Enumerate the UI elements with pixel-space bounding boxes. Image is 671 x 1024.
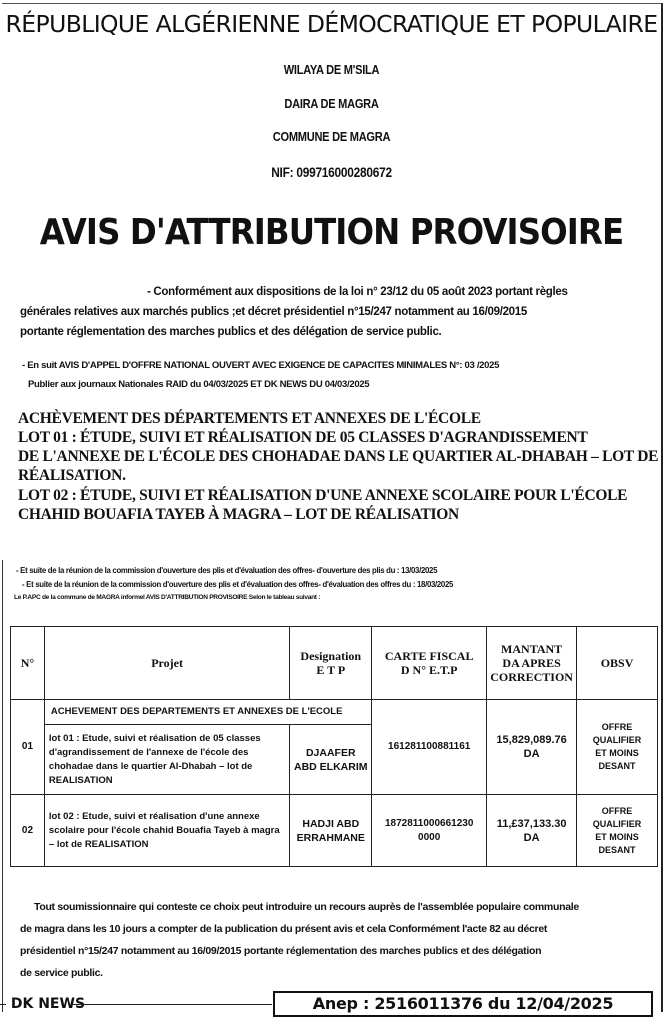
row-montant: 15,829,089.76 DA [487,700,577,795]
notice-title: AVIS D'ATTRIBUTION PROVISOIRE [39,212,624,253]
projects-line-6: CHAHID BOUAFIA TAYEB À MAGRA – LOT DE RÉALISATION [18,506,459,523]
recours-line-3: présidentiel n°15/247 notamment au 16/09/2015 portante réglementation des marches publics et des délégation [20,945,542,957]
projects-line-5: LOT 02 : ÉTUDE, SUIVI ET RÉALISATION D'UNE ANNEXE SCOLAIRE POUR L'ÉCOLE [18,487,628,504]
suite-line-3: Le P.APC de la commune de MAGRA informel AVIS D'ATTRIBUTION PROVISOIRE Selon le tableau suivant : [14,594,321,601]
suite-line-1: - Et suite de la réunion de la commission d'ouverture des plis et d'évaluation des offres- d'ouverture des plis du : 13/03/2025 [16,566,438,575]
row-designation: DJAAFER ABD ELKARIM [290,725,372,795]
intro-line-1: - Conformément aux dispositions de la loi n° 23/12 du 05 août 2023 portant règles [147,286,568,298]
recours-line-2: de magra dans les 10 jours a compter de la publication du présent avis et cela Conformément l'acte 82 au décret [20,923,548,935]
appel-line-1: - En suit AVIS D'APPEL D'OFFRE NATIONAL OUVERT AVEC EXIGENCE DE CAPACITES MINIMALES N°: 03 /2025 [22,360,500,371]
commune-label: COMMUNE DE MAGRA [272,129,391,144]
row-obsv: OFFRE QUALIFIER ET MOINS DESANT [577,795,658,867]
wilaya-label: WILAYA DE M'SILA [283,62,380,77]
appel-line-2: Publier aux journaux Nationales RAID du 04/03/2025 ET DK NEWS DU 04/03/2025 [28,379,370,390]
table-row [11,700,658,725]
footer-rule [72,1004,272,1005]
newspaper-name: DK NEWS [0,996,85,1012]
row-carte-fiscal: 1872811000661230 0000 [372,795,487,867]
header-no: N° [11,627,45,700]
header-projet: Projet [44,627,289,700]
nif-label: NIF: 099716000280672 [271,164,392,180]
intro-line-2: générales relatives aux marchés publics ;et décret présidentiel n°15/247 notamment au 16/09/2015 [20,306,527,318]
suite-line-2: - Et suite de la réunion de la commission d'ouverture des plis et d'évaluation des offres- d'évaluation des offres du : 18/03/2025 [22,580,454,589]
republic-heading: RÉPUBLIQUE ALGÉRIENNE DÉMOCRATIQUE ET POPULAIRE [5,10,658,38]
header-montant: MANTANT DA APRES CORRECTION [487,627,577,700]
row-no: 01 [11,700,45,795]
row-carte-fiscal: 161281100881161 [372,700,487,795]
header-carte-fiscal: CARTE FISCAL D N° E.T.P [372,627,487,700]
row-projet: lot 01 : Etude, suivi et réalisation de 05 classes d'agrandissement de l'annexe de l'école des chohadae dans le quartier Al-Dhabah – lot de REALISATION [44,725,289,795]
row-subheader: ACHEVEMENT DES DEPARTEMENTS ET ANNEXES DE L'ECOLE [44,700,371,725]
header-obsv: OBSV [577,627,658,700]
document-frame-left [2,560,3,1012]
row-designation: HADJI ABD ERRAHMANE [290,795,372,867]
projects-line-1: ACHÈVEMENT DES DÉPARTEMENTS ET ANNEXES DE L'ÉCOLE [18,410,481,427]
recours-line-1: Tout soumissionnaire qui conteste ce choix peut introduire un recours auprès de l'assemblée populaire communale [34,901,579,913]
attribution-table [10,626,658,867]
anep-reference: Anep : 2516011376 du 12/04/2025 [273,991,653,1017]
table-row [11,795,658,867]
row-projet: lot 02 : Etude, suivi et réalisation d'une annexe scolaire pour l'école chahid Bouafia Tayeb à magra – lot de REALISATION [44,795,289,867]
recours-line-4: de service public. [20,967,103,979]
header-designation: Designation E T P [290,627,372,700]
row-obsv: OFFRE QUALIFIER ET MOINS DESANT [577,700,658,795]
daira-label: DAIRA DE MAGRA [284,96,379,111]
row-montant: 11,£37,133.30 DA [487,795,577,867]
projects-line-4: RÉALISATION. [18,467,126,484]
table-header-row [11,627,658,700]
intro-line-3: portante réglementation des marches publics et des délégation de service public. [20,326,442,338]
projects-line-2: LOT 01 : ÉTUDE, SUIVI ET RÉALISATION DE 05 CLASSES D'AGRANDISSEMENT [18,429,588,446]
projects-line-3: DE L'ANNEXE DE L'ÉCOLE DES CHOHADAE DANS LE QUARTIER AL-DHABAH – LOT DE [18,448,659,465]
row-no: 02 [11,795,45,867]
